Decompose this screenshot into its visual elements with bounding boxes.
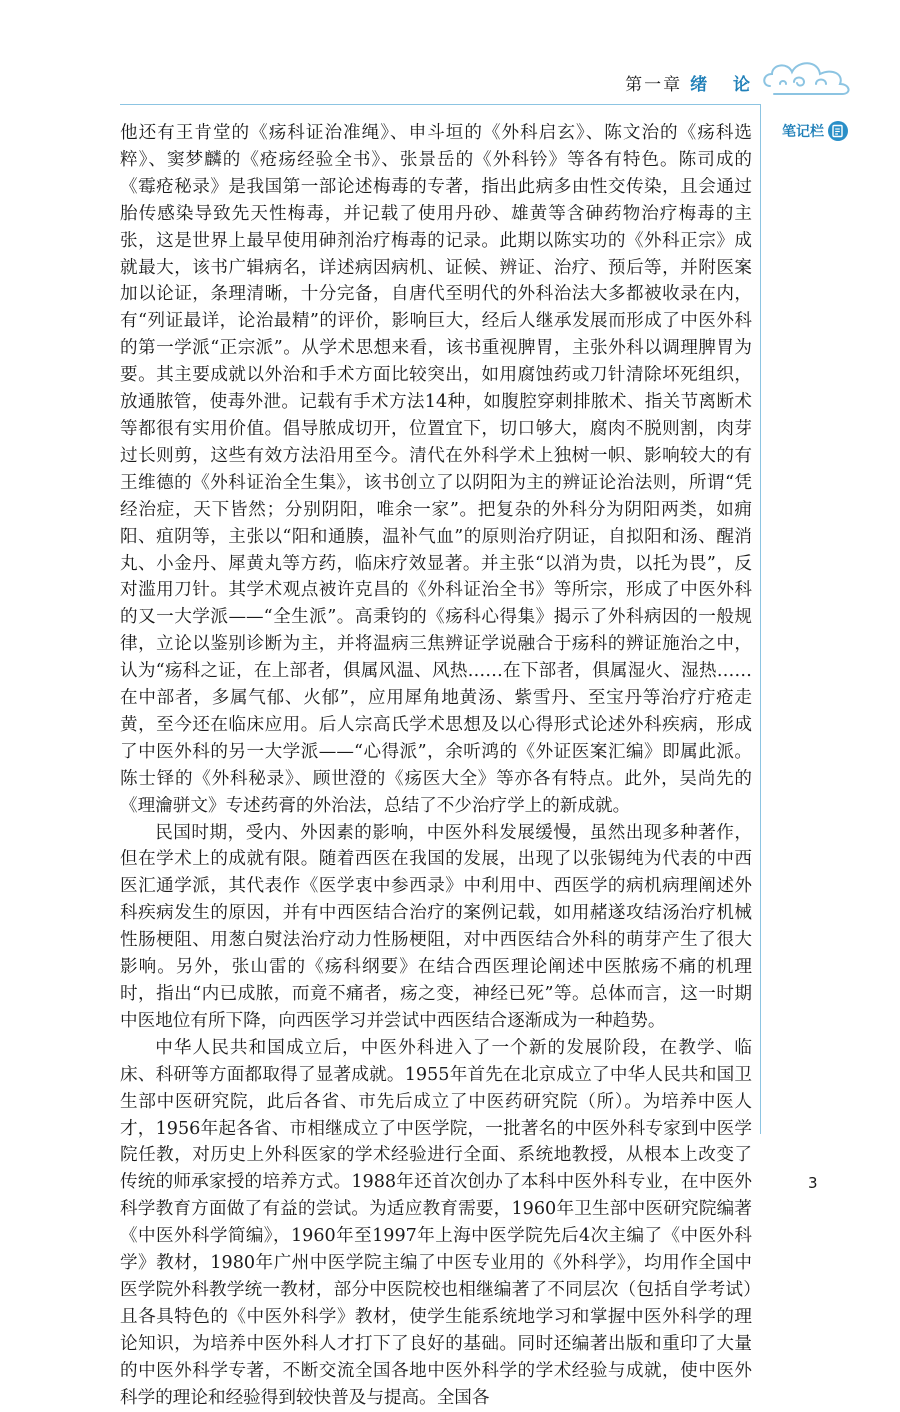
page-header: [0, 0, 900, 110]
notes-label-text: 笔记栏: [782, 124, 824, 140]
body-text: [120, 120, 752, 1412]
notes-column-label: [782, 121, 848, 141]
page-number: 3: [808, 1174, 818, 1192]
notebook-icon: [828, 121, 848, 141]
chapter-number: 第一章: [625, 75, 683, 95]
paragraph-continued: 他还有王肯堂的《疡科证治准绳》、申斗垣的《外科启玄》、陈文治的《疡科选粹》、窦梦麟的《疮疡经验全书》、张景岳的《外科钤》等各有特色。陈司成的《霉疮秘录》是我国第一部论述梅毒的专著，指出此病多由性交传染，且会通过胎传感染导致先天性梅毒，并记载了使用丹砂、雄黄等含砷药物治疗梅毒的主张，这是世界上最早使用砷剂治疗梅毒的记录。此期以陈实功的《外科正宗》成就最大，该书广辑病名，详述病因病机、证候、辨证、治疗、预后等，并附医案加以论证，条理清晰，十分完备，自唐代至明代的外科治法大多都被收录在内，有“列证最详，论治最精”的评价，影响巨大，经后人继承发展而形成了中医外科的第一学派“正宗派”。从学术思想来看，该书重视脾胃，主张外科以调理脾胃为要。其主要成就以外治和手术方面比较突出，如用腐蚀药或刀针清除坏死组织，放通脓管，使毒外泄。记载有手术方法14种，如腹腔穿刺排脓术、指关节离断术等都很有实用价值。倡导脓成切开，位置宜下，切口够大，腐肉不脱则割，肉芽过长则剪，这些有效方法沿用至今。清代在外科学术上独树一帜、影响较大的有王维德的《外科证治全生集》，该书创立了以阴阳为主的辨证论治法则，所谓“凭经治症，天下皆然；分别阴阳，唯余一家”。把复杂的外科分为阴阳两类，如痈阳、疽阴等，主张以“阳和通腠，温补气血”的原则治疗阴证，自拟阳和汤、醒消丸、小金丹、犀黄丸等方药，临床疗效显著。并主张“以消为贵，以托为畏”，反对滥用刀针。其学术观点被许克昌的《外科证治全书》等所宗，形成了中医外科的又一大学派——“全生派”。高秉钧的《疡科心得集》揭示了外科病因的一般规律，立论以鉴别诊断为主，并将温病三焦辨证学说融合于疡科的辨证施治之中，认为“疡科之证，在上部者，俱属风温、风热……在下部者，俱属湿火、湿热……在中部者，多属气郁、火郁”，应用犀角地黄汤、紫雪丹、至宝丹等治疗疔疮走黄，至今还在临床应用。后人宗高氏学术思想及以心得形式论述外科疾病，形成了中医外科的另一大学派——“心得派”，余听鸿的《外证医案汇编》即属此派。陈士铎的《外科秘录》、顾世澄的《疡医大全》等亦各有特点。此外，吴尚先的《理瀹骈文》专述药膏的外治法，总结了不少治疗学上的新成就。: [120, 123, 752, 816]
header-rule: [120, 104, 760, 105]
running-head: [625, 70, 760, 95]
chapter-title: 绪 论: [690, 75, 760, 95]
notes-column-rule: [760, 104, 761, 1134]
paragraph-prc-era: 中华人民共和国成立后，中医外科进入了一个新的发展阶段，在教学、临床、科研等方面都取得了显著成就。1955年首先在北京成立了中华人民共和国卫生部中医研究院，此后各省、市先后成立了中医药研究院（所）。为培养中医人才，1956年起各省、市相继成立了中医学院，一批著名的中医外科专家到中医学院任教，对历史上外科医家的学术经验进行全面、系统地教授，从根本上改变了传统的师承家授的培养方式。1988年还首次创办了本科中医外科专业，在中医外科学教育方面做了有益的尝试。为适应教育需要，1960年卫生部中医研究院编著《中医外科学简编》，1960年至1997年上海中医学院先后4次主编了《中医外科学》教材，1980年广州中医学院主编了中医专业用的《外科学》，均用作全国中医学院外科教学统一教材，部分中医院校也相继编著了不同层次（包括自学考试）且各具特色的《中医外科学》教材，使学生能系统地学习和掌握中医外科学的理论知识，为培养中医外科人才打下了良好的基础。同时还编著出版和重印了大量的中医外科学专著，不断交流全国各地中医外科学的学术经验与成就，使中医外科学的理论和经验得到较快普及与提高。全国各: [120, 1037, 752, 1408]
cloud-ornament-icon: [760, 52, 860, 100]
paragraph-republic-era: 民国时期，受内、外因素的影响，中医外科发展缓慢，虽然出现多种著作，但在学术上的成就有限。随着西医在我国的发展，出现了以张锡纯为代表的中西医汇通学派，其代表作《医学衷中参西录》中利用中、西医学的病机病理阐述外科疾病发生的原因，并有中西医结合治疗的案例记载，如用赭遂攻结汤治疗机械性肠梗阻、用葱白熨法治疗动力性肠梗阻，对中西医结合外科的萌芽产生了很大影响。另外，张山雷的《疡科纲要》在结合西医理论阐述中医脓疡不痛的机理时，指出“内已成脓，而竟不痛者，疡之变，神经已死”等。总体而言，这一时期中医地位有所下降，向西医学习并尝试中西医结合逐渐成为一种趋势。: [120, 822, 752, 1031]
